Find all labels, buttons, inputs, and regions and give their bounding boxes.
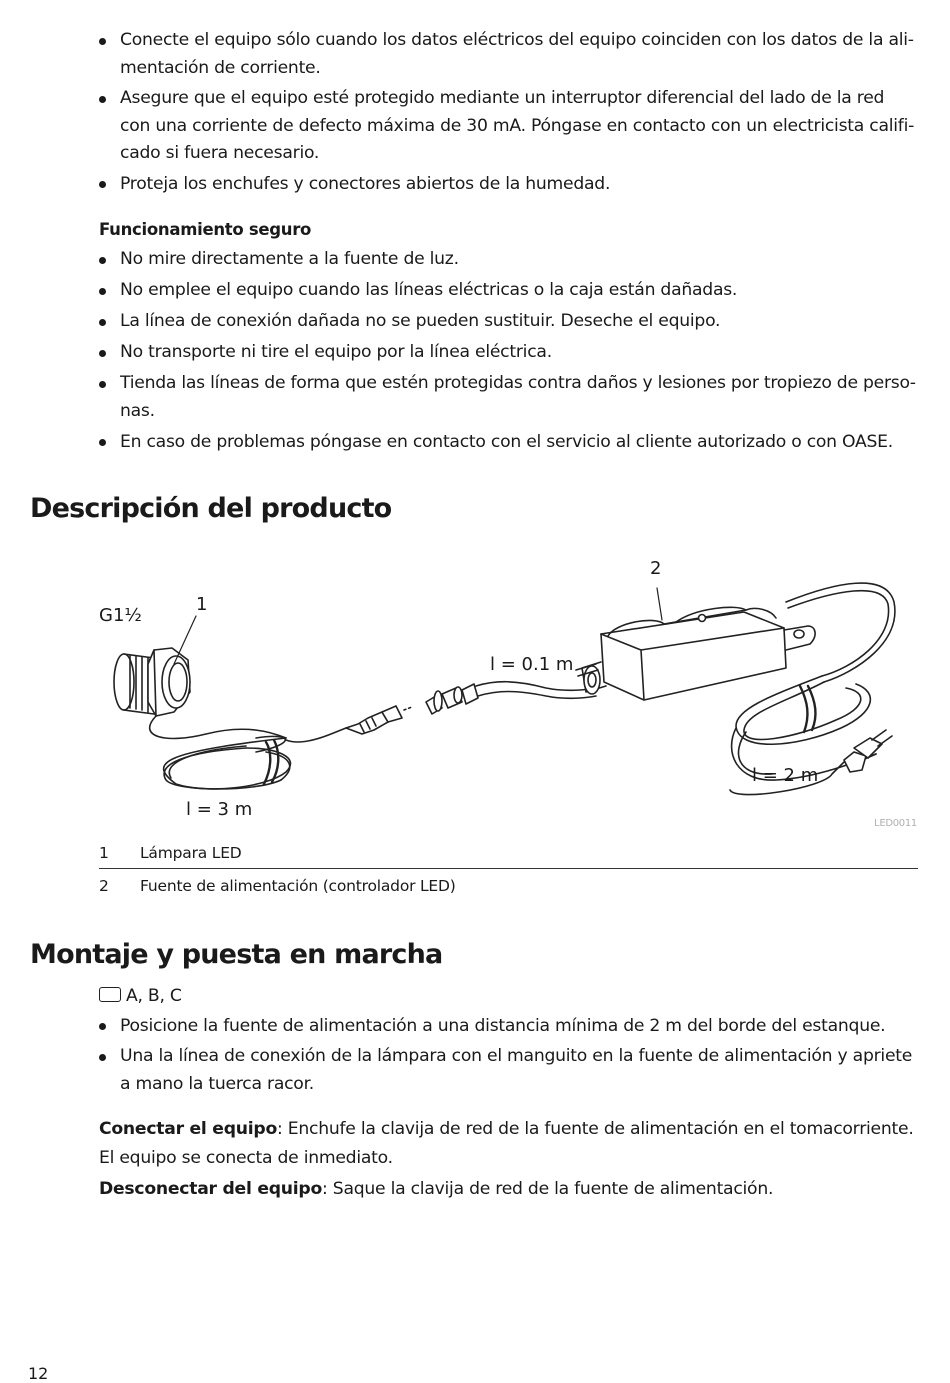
callout-2-label: 2	[650, 558, 662, 579]
legend-number: 1	[99, 844, 109, 862]
list-item: Tienda las líneas de forma que estén protegidas contra daños y lesiones por tropiezo de personas.	[99, 370, 918, 425]
disconnect-text: : Saque la clavija de red de la fuente de alimentación.	[322, 1179, 774, 1199]
cable-connector-drawing	[346, 682, 596, 734]
list-item: Proteja los enchufes y conectores abiertos de la humedad.	[99, 171, 918, 199]
legend-number: 2	[99, 877, 109, 895]
figure-reference-text: A, B, C	[126, 986, 182, 1006]
intro-bullet-list	[99, 27, 918, 198]
disconnect-paragraph	[99, 1175, 918, 1204]
power-supply-drawing	[576, 607, 815, 700]
list-item: No mire directamente a la fuente de luz.	[99, 246, 918, 274]
page-number: 12	[28, 1364, 49, 1383]
intro-section	[99, 27, 918, 198]
safe-operation-bullet-list	[99, 246, 918, 456]
list-item: Posicione la fuente de alimentación a una distancia mínima de 2 m del borde del estanque.	[99, 1013, 918, 1041]
connect-label: Conectar el equipo	[99, 1119, 278, 1139]
cable-length-short-label: l = 0.1 m	[490, 654, 574, 675]
lamp-cable-coil	[150, 716, 346, 789]
product-description-heading: Descripción del producto	[30, 493, 392, 524]
figure-reference-icon	[99, 987, 121, 1002]
led-lamp-drawing	[114, 648, 190, 716]
list-item: La línea de conexión dañada no se pueden sustituir. Deseche el equipo.	[99, 308, 918, 336]
connect-paragraph	[99, 1115, 918, 1172]
list-item: Asegure que el equipo esté protegido mediante un interruptor diferencial del lado de la red con una corriente de defecto máxima de 30 mA. Póngase en contacto con un electricista calificado si fuera necesario.	[99, 85, 918, 168]
figure-legend	[99, 838, 918, 901]
mounting-bullet-list	[99, 1013, 918, 1099]
list-item: No transporte ni tire el equipo por la línea eléctrica.	[99, 339, 918, 367]
disconnect-label: Desconectar del equipo	[99, 1179, 323, 1199]
legend-text: Lámpara LED	[140, 844, 242, 862]
mounting-heading: Montaje y puesta en marcha	[30, 939, 443, 970]
legend-row	[99, 871, 918, 901]
list-item: Una la línea de conexión de la lámpara con el manguito en la fuente de alimentación y apriete a mano la tuerca racor.	[99, 1043, 918, 1098]
legend-row	[99, 838, 918, 869]
safe-operation-section	[99, 218, 918, 456]
figure-code: LED0011	[874, 818, 917, 829]
cable-length-power-label: l = 2 m	[752, 765, 819, 786]
cable-length-lamp-label: l = 3 m	[186, 799, 253, 820]
figure-reference	[99, 982, 918, 1011]
mounting-section	[99, 982, 918, 1204]
list-item: No emplee el equipo cuando las líneas eléctricas o la caja están dañadas.	[99, 277, 918, 305]
list-item: Conecte el equipo sólo cuando los datos eléctricos del equipo coinciden con los datos de la alimentación de corriente.	[99, 27, 918, 82]
safe-operation-heading: Funcionamiento seguro	[99, 220, 312, 239]
legend-text: Fuente de alimentación (controlador LED)	[140, 877, 456, 895]
callout-1-label: 1	[196, 594, 208, 615]
list-item: En caso de problemas póngase en contacto con el servicio al cliente autorizado o con OASE.	[99, 429, 918, 457]
connect-text: : Enchufe la clavija de red de la fuente de alimentación en el tomacorriente. El equipo se conecta de inmediato.	[99, 1119, 914, 1168]
thread-size-label: G1½	[99, 605, 142, 626]
